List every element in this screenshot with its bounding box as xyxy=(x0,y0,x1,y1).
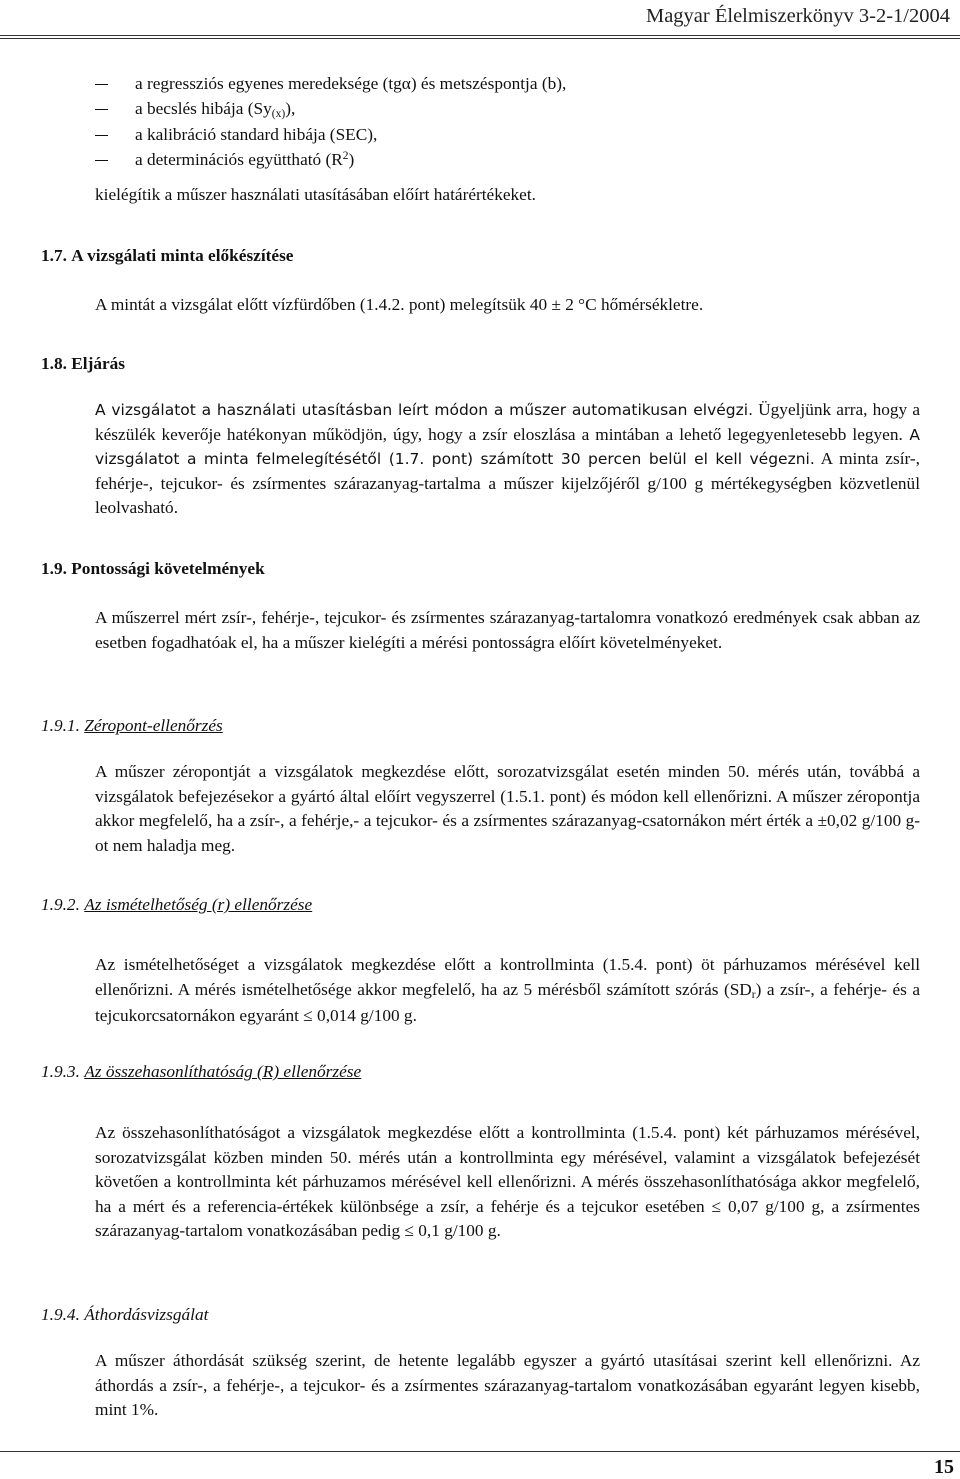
list-item: a regressziós egyenes meredeksége (tgα) és metszéspontja (b), xyxy=(95,72,566,97)
section-1-9-2-text: Az ismételhetőséget a vizsgálatok megkezdése előtt a kontrollminta (1.5.4. pont) öt párhuzamos mérésével kell ellenőrizni. A mérés ismételhetősége akkor megfelelő, ha az 5 mérésből számított szórás (SDr) a zsír-, a fehérje- és a tejcukorcsatornákon egyaránt ≤ 0,014 g/100 g. xyxy=(95,955,920,1026)
section-heading-1-9-4: 1.9.4. Áthordásvizsgálat xyxy=(41,1305,209,1324)
running-header: Magyar Élelmiszerkönyv 3-2-1/2004 xyxy=(645,5,950,27)
list-item: a determinációs együttható $(R^2)$ xyxy=(95,148,566,175)
section-1-9-3-text: Az összehasonlíthatóságot a vizsgálatok megkezdése előtt a kontrollminta (1.5.4. pont) két párhuzamos mérésével, sorozatvizsgálat közben minden 50. mérés után a kontrollminta egy mérésével, valamint a vizsgálatok befejezését követően a kontrollminta két párhuzamos mérésével kell ellenőrizni. A mérés összehasonlíthatósága akkor megfelelő, ha a mért és a referencia-értékek különbsége a zsír, a fehérje és a tejcukor esetében ≤ 0,07 g/100 g, a zsírmentes szárazanyag-tartalom vonatkozásában pedig ≤ 0,1 g/100 g. xyxy=(95,1123,920,1241)
section-heading-1-8: 1.8. Eljárás xyxy=(41,354,126,373)
section-1-9-1-text: A műszer zéropontját a vizsgálatok megkezdése előtt, sorozatvizsgálat esetén minden 50. mérés után, továbbá a vizsgálatok befejezésekor a gyártó által előírt vegyszerrel (1.5.1. pont) és módon kell ellenőrizni. A műszer zéropontja akkor megfelelő, ha a zsír-, a fehérje,- a tejcukor- és a zsírmentes szárazanyag-csatornákon mért érték a ±0,02 g/100 g-ot nem haladja meg. xyxy=(95,762,920,855)
section-heading-1-7: 1.7. A vizsgálati minta előkészítése xyxy=(41,246,294,265)
footer-rule xyxy=(0,1451,960,1452)
list-conclusion: kielégítik a műszer használati utasításában előírt határértékeket. xyxy=(95,185,536,204)
list-item: a kalibráció standard hibája (SEC), xyxy=(95,123,566,148)
header-rule xyxy=(0,35,960,36)
section-1-9-4-text: A műszer áthordását szükség szerint, de hetente legalább egyszer a gyártó utasításai szerint kell ellenőrizni. Az áthordás a zsír-, a fehérje-, a tejcukor- és a zsírmentes szárazanyag-tartalom vonatkozásában egyaránt legyen kisebb, mint 1%. xyxy=(95,1351,920,1420)
page-number: 15 xyxy=(934,1456,954,1478)
section-heading-1-9-1: 1.9.1. Zéropont-ellenőrzés xyxy=(41,716,223,735)
section-heading-1-9-3: 1.9.3. Az összehasonlíthatóság (R) ellenőrzése xyxy=(41,1062,362,1081)
section-1-8-text: A vizsgálatot a használati utasításban leírt módon a műszer automatikusan elvégzi. Ügyeljünk arra, hogy a készülék keverője hatékonyan működjön, úgy, hogy a zsír eloszlása a mintában a lehető legegyenletesebb legyen. A vizsgálatot a minta felmelegítésétől (1.7. pont) számított 30 percen belül el kell végezni. A minta zsír-, fehérje-, tejcukor- és zsírmentes szárazanyag-tartalma a műszer kijelzőjéről g/100 g mértékegységben közvetlenül leolvasható. xyxy=(95,400,921,518)
section-1-7-text: A mintát a vizsgálat előtt vízfürdőben (1.4.2. pont) melegítsük 40 ± 2 °C hőmérsékletre. xyxy=(95,295,704,314)
header-rule-double xyxy=(0,38,960,39)
section-1-9-text: A műszerrel mért zsír-, fehérje-, tejcukor- és zsírmentes szárazanyag-tartalomra vonatkozó eredmények csak abban az esetben fogadhatóak el, ha a műszer kielégíti a mérési pontosságra előírt követelményeket. xyxy=(95,608,920,652)
section-heading-1-9-2: 1.9.2. Az ismételhetőség (r) ellenőrzése xyxy=(41,895,313,914)
list-item: a becslés hibája (Sy(x)), xyxy=(95,97,566,124)
criteria-list xyxy=(95,72,566,174)
section-heading-1-9: 1.9. Pontossági követelmények xyxy=(41,559,265,578)
